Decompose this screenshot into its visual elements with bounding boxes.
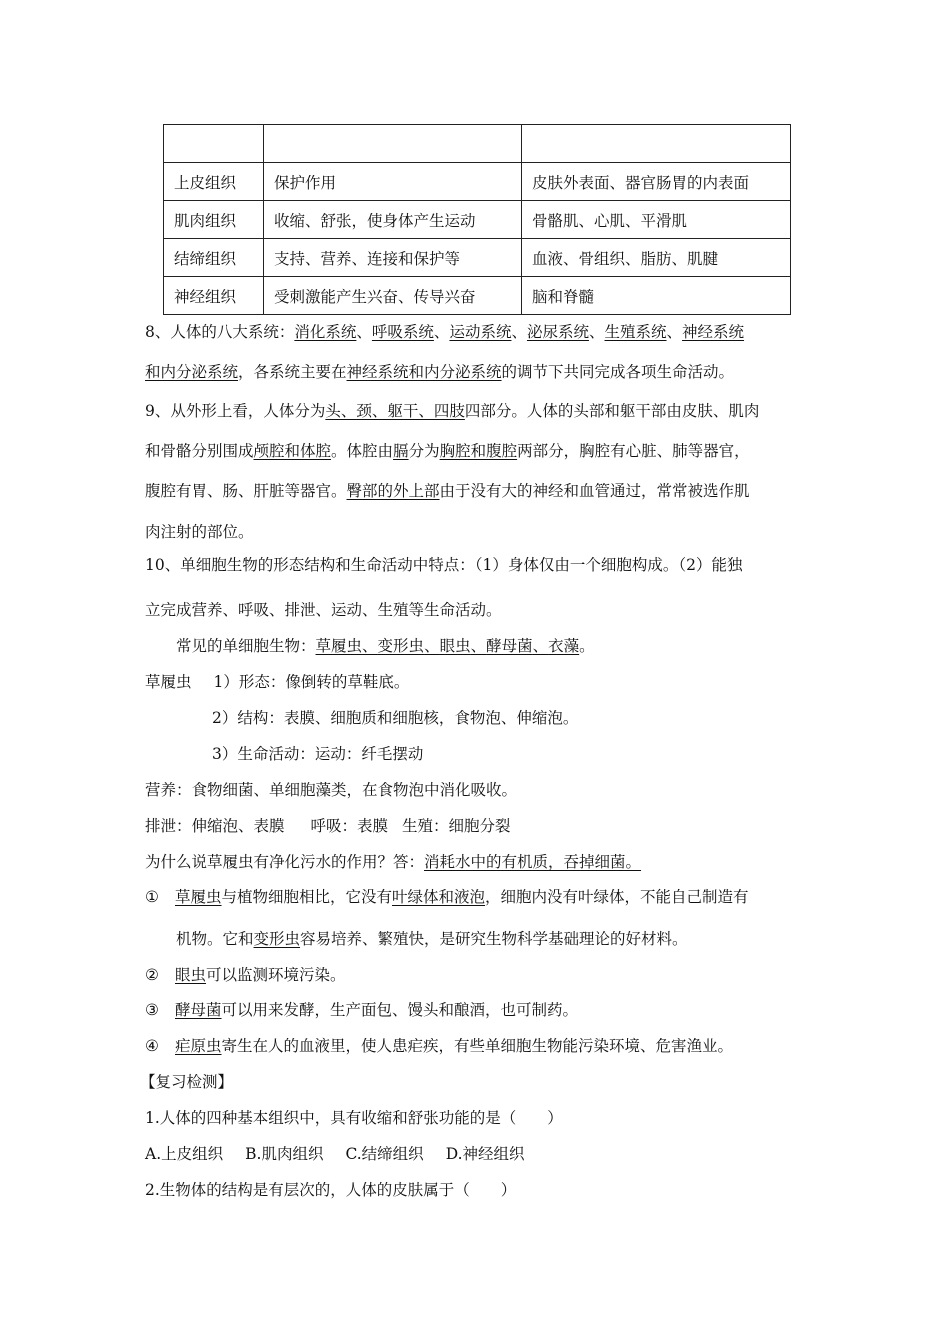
table-cell: 上皮组织 [164, 163, 264, 201]
text: ，各系统主要在 [238, 363, 347, 381]
text: 腹腔有胃、肠、肝脏等器官。 [145, 482, 347, 500]
para-9-line-3 [145, 479, 750, 501]
table-cell: 肌肉组织 [164, 201, 264, 239]
text: 四部分。人体的头部和躯干部由皮肤、肌肉 [464, 402, 760, 420]
text: 、 [356, 323, 372, 341]
circled-number: ④ [145, 1037, 159, 1055]
text: 呼吸：表膜 [310, 817, 389, 835]
underlined-term: 酵母菌 [175, 1001, 222, 1019]
text: 草履虫 [145, 673, 192, 691]
underlined-term: 呼吸系统 [371, 323, 434, 341]
para-9-line-4: 肉注射的部位。 [145, 523, 254, 541]
tissue-table [163, 124, 791, 315]
text: 、 [511, 323, 527, 341]
table-row [164, 163, 791, 201]
underlined-term: 、 [470, 637, 487, 655]
table-cell: 结缔组织 [164, 239, 264, 277]
text: 、 [433, 323, 450, 341]
question-1-options [145, 1142, 547, 1164]
underlined-term: 叶绿体和液泡 [392, 888, 486, 906]
text: 可以监测环境污染。 [206, 966, 346, 984]
underlined-term: 、 [424, 637, 440, 655]
table-row [164, 201, 791, 239]
paramecium-question-line [145, 850, 641, 872]
underlined-term: 消化系统 [294, 323, 357, 341]
para-10-line-1: 10、单细胞生物的形态结构和生命活动中特点：（1）身体仅由一个细胞构成。（2）能独 [145, 556, 743, 574]
table-cell: 皮肤外表面、器官肠胃的内表面 [522, 163, 791, 201]
paramecium-excretion-line [145, 814, 511, 836]
item-3-line [145, 998, 578, 1020]
text: 寄生在人的血液里，使人患疟疾，有些单细胞生物能污染环境、危害渔业。 [221, 1037, 734, 1055]
text: 8、人体的八大系统： [145, 323, 295, 341]
question-1: 1.人体的四种基本组织中，具有收缩和舒张功能的是（ ） [145, 1109, 563, 1127]
text: ，细胞内没有叶绿体，不能自己制造有 [485, 888, 749, 906]
table-cell: 收缩、舒张，使身体产生运动 [264, 201, 522, 239]
table-cell: 受刺激能产生兴奋、传导兴奋 [264, 277, 522, 315]
underlined-term: 臀部的外上部 [346, 482, 440, 500]
para-8-line-1 [145, 320, 744, 342]
item-1-line-1 [145, 885, 749, 907]
option-b[interactable]: B.肌肉组织 [245, 1145, 324, 1163]
text: 的调节下共同完成各项生命活动。 [501, 363, 735, 381]
table-cell: 神经组织 [164, 277, 264, 315]
paramecium-structure-line: 2）结构：表膜、细胞质和细胞核，食物泡、伸缩泡。 [212, 709, 579, 727]
underlined-term: 头、颈、躯干、四肢 [325, 402, 465, 420]
table-header-cell [522, 125, 791, 163]
underlined-term: 消耗水中的有机质，吞掉细菌。 [424, 853, 642, 871]
table-cell: 支持、营养、连接和保护等 [264, 239, 522, 277]
para-9-line-1 [145, 399, 759, 421]
option-d[interactable]: D.神经组织 [445, 1145, 525, 1163]
underlined-term: 颅腔和体腔 [253, 442, 332, 460]
underlined-term: 运动系统 [449, 323, 512, 341]
para-9-line-2 [145, 439, 750, 461]
circled-number: ③ [145, 1001, 159, 1019]
underlined-term: 疟原虫 [175, 1037, 222, 1055]
underlined-term: 酵母菌 [486, 637, 533, 655]
text: 排泄：伸缩泡、表膜 [145, 817, 285, 835]
text: 与植物细胞相比，它没有 [221, 888, 393, 906]
paramecium-morphology-line [145, 670, 409, 692]
text: 生殖：细胞分裂 [402, 817, 511, 835]
text: 为什么说草履虫有净化污水的作用？答： [145, 853, 425, 871]
review-heading: 【复习检测】 [140, 1073, 234, 1091]
text: 、 [588, 323, 605, 341]
underlined-term: 衣藻 [548, 637, 580, 655]
underlined-term: 眼虫 [439, 637, 471, 655]
underlined-term: 、 [362, 637, 378, 655]
underlined-term: 变形虫 [377, 637, 425, 655]
paramecium-life-line: 3）生命活动：运动：纤毛摆动 [212, 745, 424, 763]
underlined-term: 膈 [393, 442, 409, 460]
question-2: 2.生物体的结构是有层次的，人体的皮肤属于（ ） [145, 1181, 517, 1199]
item-2-line [145, 963, 346, 985]
common-organisms-line [176, 634, 595, 656]
circled-number: ② [145, 966, 159, 984]
table-cell: 脑和脊髓 [522, 277, 791, 315]
text: 分为 [408, 442, 440, 460]
underlined-term: 眼虫 [175, 966, 207, 984]
text: 两部分，胸腔有心脏、肺等器官， [517, 442, 750, 460]
underlined-term: 草履虫 [315, 637, 363, 655]
text: 、 [666, 323, 683, 341]
underlined-term: 胸腔和腹腔 [439, 442, 518, 460]
table-header-row [164, 125, 791, 163]
text: 1）形态：像倒转的草鞋底。 [213, 673, 410, 691]
underlined-term: 草履虫 [175, 888, 222, 906]
option-a[interactable]: A.上皮组织 [145, 1145, 224, 1163]
table-row [164, 277, 791, 315]
text: 。 [579, 637, 595, 655]
para-10-line-2: 立完成营养、呼吸、排泄、运动、生殖等生命活动。 [145, 601, 502, 619]
option-c[interactable]: C.结缔组织 [345, 1145, 424, 1163]
text: 9、从外形上看，人体分为 [145, 402, 326, 420]
para-8-line-2 [145, 360, 734, 382]
table-cell: 骨骼肌、心肌、平滑肌 [522, 201, 791, 239]
underlined-term: 和内分泌系统 [145, 363, 239, 381]
underlined-term: 生殖系统 [604, 323, 667, 341]
table-cell: 保护作用 [264, 163, 522, 201]
table-cell: 血液、骨组织、脂肪、肌腱 [522, 239, 791, 277]
text: 和骨骼分别围成 [145, 442, 254, 460]
text: 由于没有大的神经和血管通过，常常被选作肌 [439, 482, 750, 500]
circled-number: ① [145, 888, 159, 906]
text: 常见的单细胞生物： [176, 637, 316, 655]
underlined-term: 泌尿系统 [526, 323, 589, 341]
table-row [164, 239, 791, 277]
underlined-term: 变形虫 [253, 930, 301, 948]
text: 。体腔由 [331, 442, 394, 460]
text: 容易培养、繁殖快，是研究生物科学基础理论的好材料。 [300, 930, 688, 948]
underlined-term: 神经系统和内分泌系统 [346, 363, 502, 381]
text: 可以用来发酵，生产面包、馒头和酿酒，也可制药。 [221, 1001, 579, 1019]
underlined-term: 神经系统 [682, 323, 745, 341]
item-1-line-2 [176, 927, 688, 949]
table-header-cell [164, 125, 264, 163]
underlined-term: 、 [532, 637, 549, 655]
text: 机物。它和 [176, 930, 254, 948]
item-4-line [145, 1034, 733, 1056]
paramecium-nutrition-line: 营养：食物细菌、单细胞藻类，在食物泡中消化吸收。 [145, 781, 518, 799]
table-header-cell [264, 125, 522, 163]
